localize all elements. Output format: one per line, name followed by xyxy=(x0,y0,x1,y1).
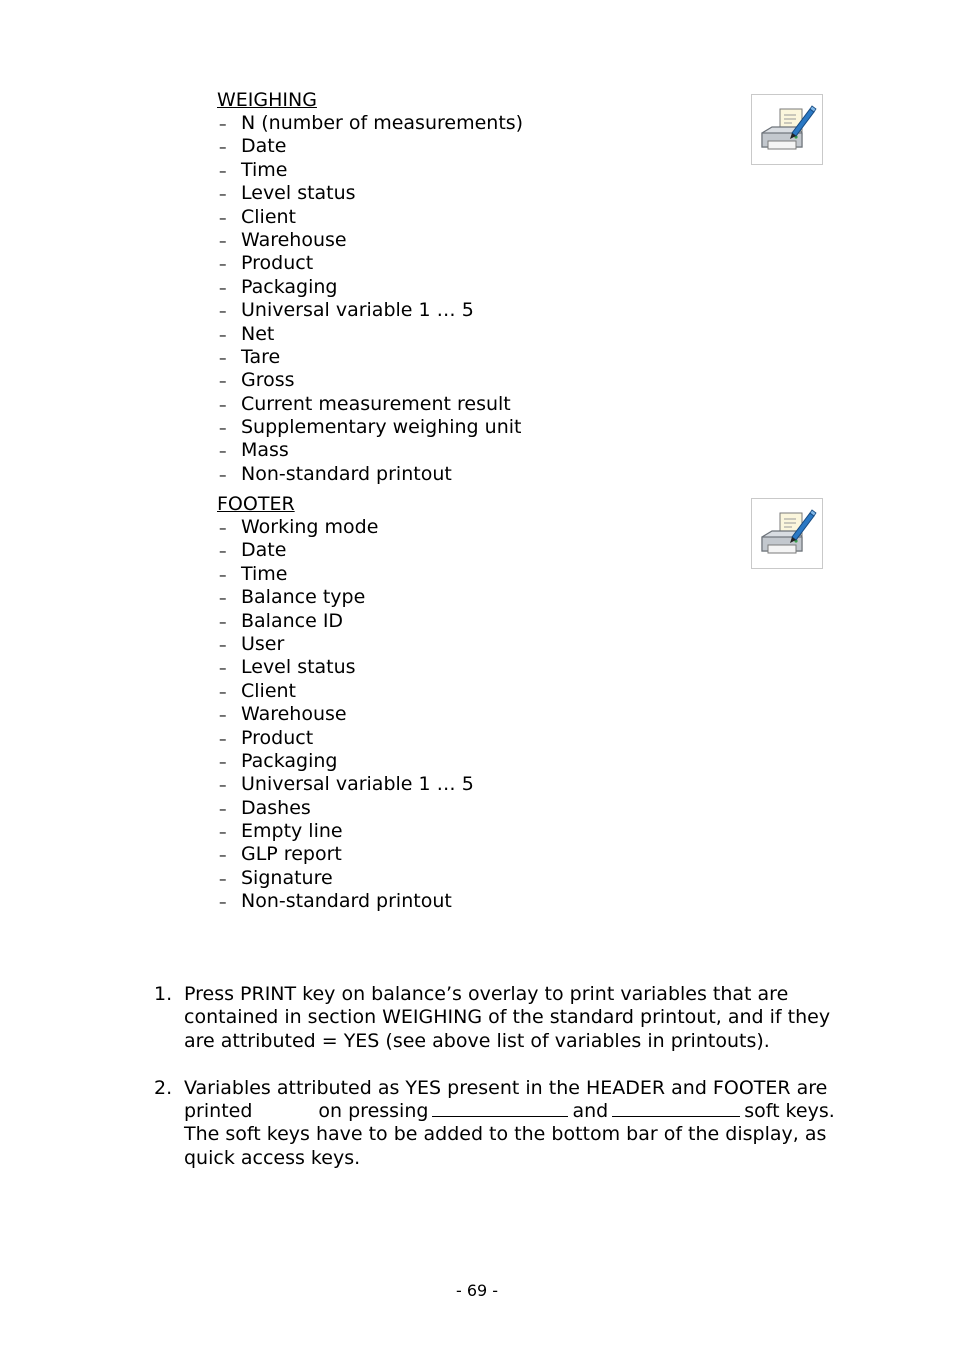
dash-bullet: – xyxy=(219,442,227,461)
dash-bullet: – xyxy=(219,208,227,227)
dash-bullet: – xyxy=(219,846,227,865)
list-item-label: Time xyxy=(241,158,288,181)
list-item xyxy=(217,206,523,229)
list-item xyxy=(217,159,523,182)
list-item-label: User xyxy=(241,632,285,655)
list-item xyxy=(217,633,474,656)
list-item xyxy=(217,182,523,205)
dash-bullet: – xyxy=(219,729,227,748)
page-number: - 69 - xyxy=(455,1281,499,1300)
dash-bullet: – xyxy=(219,659,227,678)
list-item-label: Warehouse xyxy=(241,228,347,251)
footer-section-title: FOOTER xyxy=(217,493,295,515)
list-item-label: Dashes xyxy=(241,796,311,819)
list-item xyxy=(217,586,474,609)
list-item-label: Working mode xyxy=(241,516,379,538)
list-item-label: Warehouse xyxy=(241,703,347,726)
instruction-text-part3: and xyxy=(572,1100,609,1123)
list-item-label: Level status xyxy=(241,656,356,679)
instructions-list xyxy=(154,983,854,1194)
instruction-number: 2. xyxy=(154,1076,173,1099)
list-item-label: Non-standard printout xyxy=(241,890,452,913)
dash-bullet: – xyxy=(219,372,227,391)
list-item xyxy=(217,112,523,135)
list-item-label: Net xyxy=(241,322,275,345)
instruction-text: Press PRINT key on balance’s overlay to print variables that are contained in section WEIGHING of the standard printout, and if they are attributed = YES (see above list of variables in printouts). xyxy=(184,983,831,1052)
list-item xyxy=(217,843,474,866)
dash-bullet: – xyxy=(219,231,227,250)
list-item xyxy=(217,439,523,462)
list-item xyxy=(217,656,474,679)
dash-bullet: – xyxy=(219,395,227,414)
dash-bullet: – xyxy=(219,161,227,180)
list-item xyxy=(217,463,523,486)
printer-with-pen-icon xyxy=(751,94,823,165)
list-item xyxy=(217,323,523,346)
list-item-label: Supplementary weighing unit xyxy=(241,416,522,439)
blank-line xyxy=(612,1100,740,1117)
list-item xyxy=(217,299,523,322)
list-item xyxy=(217,135,523,158)
list-item-label: GLP report xyxy=(241,843,342,866)
list-item xyxy=(217,369,523,392)
dash-bullet: – xyxy=(219,682,227,701)
list-item xyxy=(217,890,474,913)
dash-bullet: – xyxy=(219,325,227,344)
instruction-item xyxy=(154,983,854,1053)
dash-bullet: – xyxy=(219,893,227,912)
dash-bullet: – xyxy=(219,255,227,274)
dash-bullet: – xyxy=(219,776,227,795)
list-item-label: Balance type xyxy=(241,586,366,609)
list-item-label: Signature xyxy=(241,866,333,889)
list-item-label: Date xyxy=(241,135,287,158)
list-item-label: Packaging xyxy=(241,749,338,772)
list-item xyxy=(217,820,474,843)
list-item xyxy=(217,346,523,369)
list-item-label: Universal variable 1 … 5 xyxy=(241,299,474,322)
dash-bullet: – xyxy=(219,138,227,157)
list-item xyxy=(217,680,474,703)
list-item xyxy=(217,610,474,633)
weighing-variable-list xyxy=(217,112,523,486)
list-item xyxy=(217,229,523,252)
list-item-label: Empty line xyxy=(241,820,343,843)
instruction-text-part2: on pressing xyxy=(318,1100,429,1123)
list-item xyxy=(217,750,474,773)
list-item-label: Universal variable 1 … 5 xyxy=(241,773,474,796)
list-item-label: Product xyxy=(241,726,314,749)
dash-bullet: – xyxy=(219,115,227,133)
list-item-label: Balance ID xyxy=(241,609,344,632)
instruction-item xyxy=(154,1077,854,1171)
list-item-label: Level status xyxy=(241,182,356,205)
list-item xyxy=(217,393,523,416)
list-item-label: Client xyxy=(241,679,297,702)
list-item-label: Packaging xyxy=(241,275,338,298)
dash-bullet: – xyxy=(219,302,227,321)
list-item-label: Product xyxy=(241,252,314,275)
list-item-label: Mass xyxy=(241,439,289,462)
printer-with-pen-icon xyxy=(751,498,823,569)
instruction-number: 1. xyxy=(154,983,173,1005)
dash-bullet: – xyxy=(219,565,227,584)
instruction-text-part1: Variables attributed as YES present in the HEADER and FOOTER are printed xyxy=(184,1076,828,1123)
list-item xyxy=(217,276,523,299)
list-item xyxy=(217,516,474,539)
list-item-label: Gross xyxy=(241,369,295,392)
list-item xyxy=(217,727,474,750)
list-item xyxy=(217,773,474,796)
dash-bullet: – xyxy=(219,823,227,842)
dash-bullet: – xyxy=(219,278,227,297)
list-item xyxy=(217,416,523,439)
footer-variable-list xyxy=(217,516,474,914)
dash-bullet: – xyxy=(219,869,227,888)
list-item xyxy=(217,867,474,890)
dash-bullet: – xyxy=(219,465,227,484)
dash-bullet: – xyxy=(219,706,227,725)
list-item-label: Non-standard printout xyxy=(241,462,452,485)
list-item xyxy=(217,797,474,820)
list-item-label: Time xyxy=(241,562,288,585)
list-item xyxy=(217,703,474,726)
list-item-label: Date xyxy=(241,539,287,562)
list-item xyxy=(217,539,474,562)
list-item-label: Client xyxy=(241,205,297,228)
dash-bullet: – xyxy=(219,185,227,204)
list-item-label: N (number of measurements) xyxy=(241,112,524,134)
weighing-section-title: WEIGHING xyxy=(217,89,317,111)
list-item xyxy=(217,252,523,275)
dash-bullet: – xyxy=(219,348,227,367)
instruction-text-part4: soft keys. The soft keys have to be added to the bottom bar of the display, as quick access keys. xyxy=(184,1100,835,1169)
list-item-label: Current measurement result xyxy=(241,392,511,415)
dash-bullet: – xyxy=(219,635,227,654)
dash-bullet: – xyxy=(219,589,227,608)
dash-bullet: – xyxy=(219,799,227,818)
list-item xyxy=(217,563,474,586)
dash-bullet: – xyxy=(219,542,227,561)
dash-bullet: – xyxy=(219,752,227,771)
dash-bullet: – xyxy=(219,419,227,438)
list-item-label: Tare xyxy=(241,345,281,368)
dash-bullet: – xyxy=(219,519,227,537)
blank-line xyxy=(432,1100,568,1117)
dash-bullet: – xyxy=(219,612,227,631)
